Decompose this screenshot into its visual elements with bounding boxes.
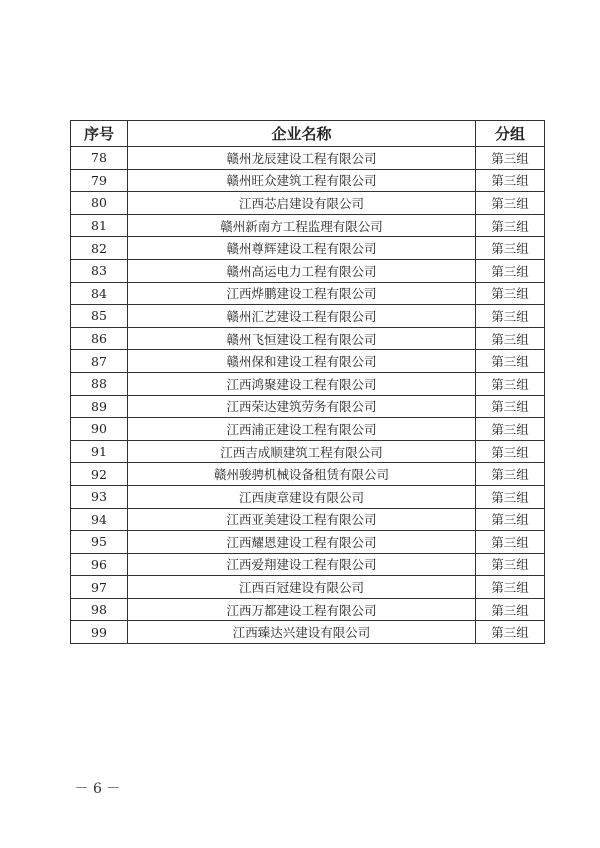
company-name-cell: 赣州飞恒建设工程有限公司 [128,327,476,350]
serial-number-cell: 83 [71,259,128,282]
table-row [71,440,545,463]
group-cell: 第三组 [476,576,545,599]
company-name-cell: 江西庚章建设有限公司 [128,485,476,508]
header-company-name: 企业名称 [128,121,476,147]
header-serial-number: 序号 [71,121,128,147]
serial-number-cell: 98 [71,598,128,621]
table-row [71,372,545,395]
table-row [71,282,545,305]
group-cell: 第三组 [476,531,545,554]
group-cell: 第三组 [476,305,545,328]
serial-number-cell: 96 [71,553,128,576]
group-cell: 第三组 [476,395,545,418]
group-cell: 第三组 [476,621,545,644]
header-group: 分组 [476,121,545,147]
serial-number-cell: 81 [71,214,128,237]
page-number: － 6 － [74,781,121,797]
company-name-cell: 赣州高运电力工程有限公司 [128,259,476,282]
table-row [71,237,545,260]
company-name-cell: 江西烨鹏建设工程有限公司 [128,282,476,305]
table-row [71,147,545,170]
table-row [71,169,545,192]
group-cell: 第三组 [476,508,545,531]
serial-number-cell: 86 [71,327,128,350]
table-row [71,395,545,418]
table-body [71,147,545,644]
table-row [71,463,545,486]
serial-number-cell: 97 [71,576,128,599]
group-cell: 第三组 [476,463,545,486]
serial-number-cell: 93 [71,485,128,508]
company-name-cell: 江西爱翔建设工程有限公司 [128,553,476,576]
table-row [71,214,545,237]
serial-number-cell: 89 [71,395,128,418]
serial-number-cell: 90 [71,418,128,441]
company-name-cell: 赣州龙辰建设工程有限公司 [128,147,476,170]
company-name-cell: 赣州汇艺建设工程有限公司 [128,305,476,328]
serial-number-cell: 82 [71,237,128,260]
company-name-cell: 江西亚美建设工程有限公司 [128,508,476,531]
group-cell: 第三组 [476,214,545,237]
table-row [71,418,545,441]
serial-number-cell: 79 [71,169,128,192]
company-name-cell: 江西鸿聚建设工程有限公司 [128,372,476,395]
serial-number-cell: 80 [71,192,128,215]
table-row [71,305,545,328]
company-name-cell: 赣州骏骋机械设备租赁有限公司 [128,463,476,486]
company-name-cell: 赣州新南方工程监理有限公司 [128,214,476,237]
group-cell: 第三组 [476,553,545,576]
serial-number-cell: 88 [71,372,128,395]
company-name-cell: 赣州保和建设工程有限公司 [128,350,476,373]
group-cell: 第三组 [476,485,545,508]
group-cell: 第三组 [476,327,545,350]
table-row [71,553,545,576]
serial-number-cell: 87 [71,350,128,373]
serial-number-cell: 92 [71,463,128,486]
company-name-cell: 江西耀恩建设工程有限公司 [128,531,476,554]
group-cell: 第三组 [476,259,545,282]
company-name-cell: 江西吉成顺建筑工程有限公司 [128,440,476,463]
group-cell: 第三组 [476,192,545,215]
company-name-cell: 江西百冠建设有限公司 [128,576,476,599]
serial-number-cell: 99 [71,621,128,644]
table-row [71,598,545,621]
table-row [71,350,545,373]
company-name-cell: 江西荣达建筑劳务有限公司 [128,395,476,418]
table-row [71,259,545,282]
table-header-row [71,121,545,147]
serial-number-cell: 91 [71,440,128,463]
company-name-cell: 赣州尊辉建设工程有限公司 [128,237,476,260]
table-row [71,508,545,531]
serial-number-cell: 85 [71,305,128,328]
group-cell: 第三组 [476,440,545,463]
serial-number-cell: 78 [71,147,128,170]
company-table [70,120,545,644]
table-row [71,192,545,215]
serial-number-cell: 84 [71,282,128,305]
serial-number-cell: 94 [71,508,128,531]
table-row [71,485,545,508]
group-cell: 第三组 [476,147,545,170]
group-cell: 第三组 [476,350,545,373]
group-cell: 第三组 [476,282,545,305]
table-row [71,576,545,599]
group-cell: 第三组 [476,169,545,192]
company-name-cell: 赣州旺众建筑工程有限公司 [128,169,476,192]
group-cell: 第三组 [476,372,545,395]
table-row [71,531,545,554]
table-row [71,327,545,350]
group-cell: 第三组 [476,598,545,621]
group-cell: 第三组 [476,237,545,260]
group-cell: 第三组 [476,418,545,441]
company-name-cell: 江西万都建设工程有限公司 [128,598,476,621]
serial-number-cell: 95 [71,531,128,554]
company-name-cell: 江西浦正建设工程有限公司 [128,418,476,441]
company-name-cell: 江西臻达兴建设有限公司 [128,621,476,644]
company-name-cell: 江西芯启建设有限公司 [128,192,476,215]
table-row [71,621,545,644]
